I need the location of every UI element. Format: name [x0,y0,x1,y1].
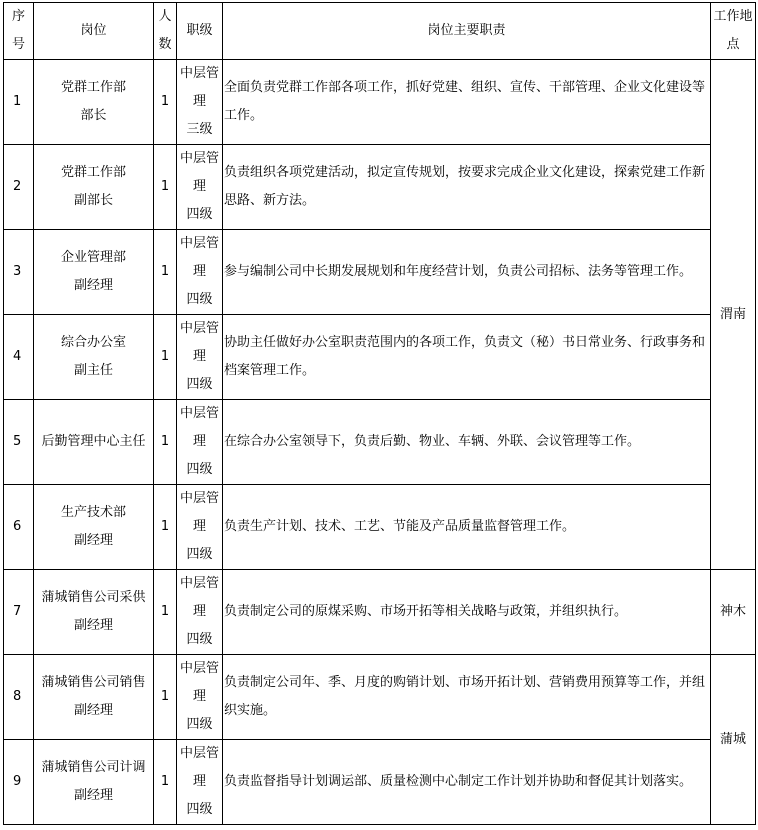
level-cell: 中层管 理 四级 [177,485,223,570]
seq-cell: 1 [4,60,34,145]
level-cell: 中层管 理 四级 [177,315,223,400]
header-seq: 序 号 [4,3,34,60]
table-row [4,400,756,485]
level-cell: 中层管 理 四级 [177,230,223,315]
position-cell: 综合办公室 副主任 [34,315,154,400]
duty-cell: 全面负责党群工作部各项工作，抓好党建、组织、宣传、干部管理、企业文化建设等工作。 [223,60,711,145]
position-cell: 后勤管理中心主任 [34,400,154,485]
position-cell: 党群工作部 部长 [34,60,154,145]
job-table [3,2,756,825]
position-cell: 生产技术部 副经理 [34,485,154,570]
table-row [4,485,756,570]
header-count: 人 数 [154,3,177,60]
seq-cell: 6 [4,485,34,570]
header-location: 工作地 点 [711,3,756,60]
position-cell: 蒲城销售公司销售 副经理 [34,655,154,740]
level-cell: 中层管 理 四级 [177,145,223,230]
table-row [4,655,756,740]
location-cell: 渭南 [711,60,756,570]
table-row [4,570,756,655]
count-cell: 1 [154,145,177,230]
level-cell: 中层管 理 四级 [177,655,223,740]
level-cell: 中层管 理 三级 [177,60,223,145]
position-cell: 蒲城销售公司计调 副经理 [34,740,154,825]
table-header-row [4,3,756,60]
seq-cell: 7 [4,570,34,655]
duty-cell: 协助主任做好办公室职责范围内的各项工作，负责文（秘）书日常业务、行政事务和档案管理工作。 [223,315,711,400]
header-level: 职级 [177,3,223,60]
count-cell: 1 [154,400,177,485]
duty-cell: 在综合办公室领导下，负责后勤、物业、车辆、外联、会议管理等工作。 [223,400,711,485]
count-cell: 1 [154,485,177,570]
count-cell: 1 [154,740,177,825]
duty-cell: 负责监督指导计划调运部、质量检测中心制定工作计划并协助和督促其计划落实。 [223,740,711,825]
table-row [4,740,756,825]
duty-cell: 参与编制公司中长期发展规划和年度经营计划，负责公司招标、法务等管理工作。 [223,230,711,315]
count-cell: 1 [154,655,177,740]
seq-cell: 5 [4,400,34,485]
header-position: 岗位 [34,3,154,60]
duty-cell: 负责制定公司的原煤采购、市场开拓等相关战略与政策，并组织执行。 [223,570,711,655]
table-row [4,230,756,315]
seq-cell: 4 [4,315,34,400]
duty-cell: 负责制定公司年、季、月度的购销计划、市场开拓计划、营销费用预算等工作，并组织实施。 [223,655,711,740]
count-cell: 1 [154,570,177,655]
duty-cell: 负责组织各项党建活动，拟定宣传规划，按要求完成企业文化建设，探索党建工作新思路、新方法。 [223,145,711,230]
count-cell: 1 [154,60,177,145]
level-cell: 中层管 理 四级 [177,740,223,825]
table-row [4,145,756,230]
location-cell: 蒲城 [711,655,756,825]
location-cell: 神木 [711,570,756,655]
seq-cell: 2 [4,145,34,230]
seq-cell: 3 [4,230,34,315]
seq-cell: 8 [4,655,34,740]
level-cell: 中层管 理 四级 [177,570,223,655]
count-cell: 1 [154,315,177,400]
header-duty: 岗位主要职责 [223,3,711,60]
count-cell: 1 [154,230,177,315]
position-cell: 企业管理部 副经理 [34,230,154,315]
table-row [4,315,756,400]
level-cell: 中层管 理 四级 [177,400,223,485]
duty-cell: 负责生产计划、技术、工艺、节能及产品质量监督管理工作。 [223,485,711,570]
position-cell: 党群工作部 副部长 [34,145,154,230]
table-row [4,60,756,145]
position-cell: 蒲城销售公司采供 副经理 [34,570,154,655]
seq-cell: 9 [4,740,34,825]
